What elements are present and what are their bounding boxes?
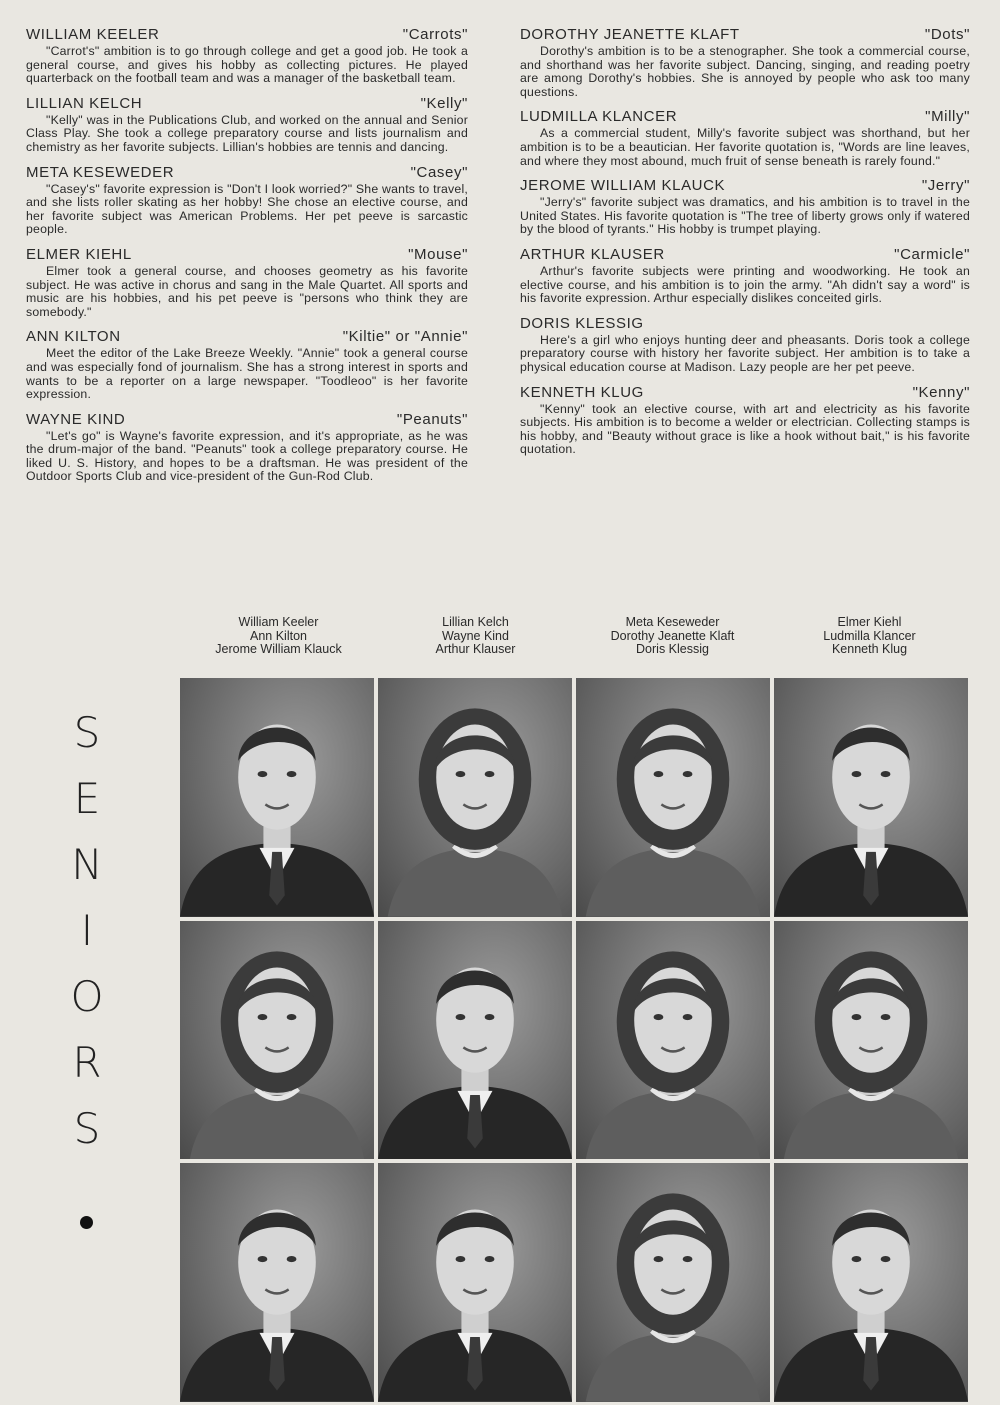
bullet-dot [80,1216,93,1229]
senior-bio: "Kelly" was in the Publications Club, and worked on the annual and Senior Class Play. She took a college preparatory course and lists journalism and chemistry as her favorite subjects. Lillian's hobbies are tennis and dancing. [26,112,468,154]
senior-portrait [378,921,572,1160]
senior-entry [26,246,468,319]
photo-captions [180,616,968,657]
senior-nickname: "Kenny" [912,383,970,401]
caption-name: Ludmilla Klancer [823,628,916,643]
senior-name: META KESEWEDER [26,163,175,181]
caption-column [771,616,968,657]
portrait-grid [180,678,968,1402]
left-column [26,26,468,493]
senior-portrait [774,678,968,917]
portrait-image [378,1163,572,1402]
portrait-image [774,921,968,1160]
senior-name: ELMER KIEHL [26,245,132,263]
portrait-image [576,1163,770,1402]
senior-portrait [180,921,374,1160]
senior-entry [26,95,468,155]
senior-nickname: "Jerry" [921,177,970,195]
title-letter: O [70,972,104,1021]
senior-bio: Here's a girl who enjoys hunting deer and pheasants. Doris took a college preparatory course with history her favorite subject. Her ambition is to take a physical education course at Madison. Lazy people are her pet peeve. [520,332,970,374]
senior-nickname: "Kelly" [420,94,468,112]
senior-portrait [378,678,572,917]
senior-bio: Meet the editor of the Lake Breeze Weekly. "Annie" took a general course and was especially fond of journalism. She has a strong interest in sports and wants to be a reporter on a large newspaper. "Toodleoo" is her favorite expression. [26,346,468,402]
caption-name: Doris Klessig [636,642,709,657]
caption-name: Lillian Kelch [442,615,509,629]
senior-entry [520,246,970,306]
senior-bio: "Let's go" is Wayne's favorite expression, and it's appropriate, as he was the drum-major of the band. "Peanuts" took a college preparatory course. He liked U. S. History, and hopes to be a draftsman. He was president of the Outdoor Sports Club and vice-president of the Gun-Rod Club. [26,428,468,484]
caption-name: William Keeler [238,615,319,629]
senior-portrait [180,1163,374,1402]
senior-nickname: "Carrots" [402,26,468,43]
right-column [520,26,970,466]
title-letter: N [71,840,103,889]
senior-entry [520,315,970,375]
senior-entry [520,384,970,457]
senior-nickname: "Casey" [410,163,468,181]
senior-name: ANN KILTON [26,328,121,346]
portrait-image [576,678,770,917]
senior-entry [26,26,468,86]
caption-name: Arthur Klauser [435,642,516,657]
senior-bio: "Kenny" took an elective course, with art and electricity as his favorite subjects. His ambition is to become a welder or electrician. Collecting stamps is his hobby, and "Beauty without grace is like a hook without bait," is his favorite quotation. [520,401,970,457]
senior-name: DORIS KLESSIG [520,314,644,332]
caption-name: Kenneth Klug [831,642,908,657]
senior-name: LILLIAN KELCH [26,94,143,112]
senior-portrait [774,921,968,1160]
senior-entry [520,108,970,168]
senior-bio: Dorothy's ambition is to be a stenographer. She took a commercial course, and shorthand was her favorite subject. Dancing, singing, and reading poetry are among Dorothy's hobbies. She is annoyed by people who ask too many questions. [520,44,970,99]
portrait-image [378,921,572,1160]
senior-nickname: "Dots" [924,26,970,43]
senior-name: LUDMILLA KLANCER [520,108,678,126]
senior-nickname: "Kiltie" or "Annie" [342,328,468,346]
senior-entry [520,26,970,99]
senior-nickname: "Milly" [925,108,970,126]
senior-entry [26,164,468,237]
senior-bio: Elmer took a general course, and chooses geometry as his favorite subject. He was active in chorus and sang in the Male Quartet. All sports and music are his hobbies, and his pet peeve is "persons who think they are somebody." [26,263,468,319]
senior-bio: Arthur's favorite subjects were printing and woodworking. He took an elective course, and his ambition is to join the army. "Ah didn't say a word" is his favorite expression. Arthur especially dislikes conceited girls. [520,263,970,306]
portrait-image [180,678,374,917]
caption-name: Wayne Kind [442,628,509,643]
senior-nickname: "Peanuts" [396,410,468,428]
caption-name: Jerome William Klauck [215,642,342,657]
senior-nickname: "Carmicle" [894,245,970,263]
senior-portrait [576,1163,770,1402]
title-letter: E [73,774,101,823]
caption-column [574,616,771,657]
senior-portrait [180,678,374,917]
caption-name: Meta Keseweder [625,615,720,629]
senior-name: KENNETH KLUG [520,383,644,401]
senior-portrait [576,678,770,917]
senior-entry [520,177,970,237]
senior-name: ARTHUR KLAUSER [520,245,665,263]
senior-name: WILLIAM KEELER [26,26,160,43]
portrait-image [576,921,770,1160]
senior-bio: "Carrot's" ambition is to go through college and get a good job. He took a general course, and gives his hobby as collecting pictures. He played quarterback on the football team and was a manager of the basketball team. [26,44,468,86]
senior-portrait [378,1163,572,1402]
title-letter: R [72,1038,102,1087]
seniors-vertical-title [62,700,112,1162]
title-letter: S [73,1104,101,1153]
portrait-image [180,1163,374,1402]
senior-entry [26,328,468,401]
senior-name: DOROTHY JEANETTE KLAFT [520,26,740,43]
senior-nickname: "Mouse" [408,245,468,263]
caption-name: Dorothy Jeanette Klaft [610,628,735,643]
portrait-image [774,678,968,917]
title-letter: I [80,906,94,955]
portrait-image [774,1163,968,1402]
senior-name: JEROME WILLIAM KLAUCK [520,177,726,195]
portrait-image [180,921,374,1160]
caption-column [377,616,574,657]
senior-bio: As a commercial student, Milly's favorite subject was shorthand, but her ambition is to be a beautician. Her favorite quotation is, "Words are line leaves, and where they most abound, much fruit of sense beneath is rarely found." [520,126,970,168]
caption-column [180,616,377,657]
title-letter: S [73,708,101,757]
senior-bio: "Jerry's" favorite subject was dramatics, and his ambition is to travel in the United States. His favorite quotation is "The tree of liberty grows only if watered by the blood of tyrants." His hobby is trumpet playing. [520,195,970,237]
caption-name: Ann Kilton [250,628,307,643]
senior-entry [26,411,468,484]
caption-name: Elmer Kiehl [837,615,902,629]
senior-name: WAYNE KIND [26,410,126,428]
portrait-image [378,678,572,917]
senior-portrait [774,1163,968,1402]
senior-bio: "Casey's" favorite expression is "Don't I look worried?" She wants to travel, and she lists roller skating as her hobby! She chose an elective course, and her favorite subject was American Problems. Her pet peeve is sarcastic people. [26,181,468,237]
senior-portrait [576,921,770,1160]
